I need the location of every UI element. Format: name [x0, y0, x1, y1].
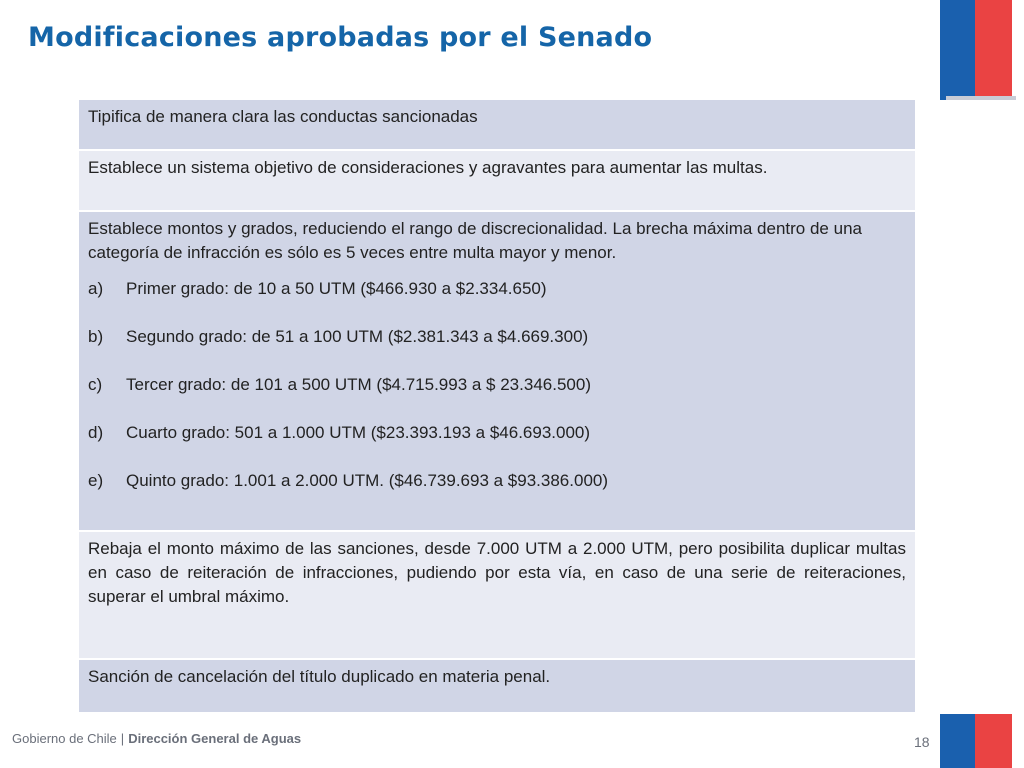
list-item-text: Primer grado: de 10 a 50 UTM ($466.930 a $2.334.650): [126, 279, 547, 298]
chile-flag-stripes-top: [940, 0, 1016, 100]
list-marker: a): [88, 279, 104, 298]
row-text: Tipifica de manera clara las conductas sancionadas: [88, 107, 478, 126]
footer: [12, 731, 301, 746]
list-item: [88, 469, 906, 493]
list-item-text: Tercer grado: de 101 a 500 UTM ($4.715.993 a $ 23.346.500): [126, 375, 591, 394]
list-item-text: Segundo grado: de 51 a 100 UTM ($2.381.343 a $4.669.300): [126, 327, 589, 346]
row-text: Rebaja el monto máximo de las sanciones, desde 7.000 UTM a 2.000 UTM, pero posibilita duplicar multas en caso de reiteración de infracciones, pudiendo por esta vía, en caso de una serie de reiteraciones, superar el umbral máximo.: [88, 539, 906, 606]
list-item-text: Cuarto grado: 501 a 1.000 UTM ($23.393.193 a $46.693.000): [126, 423, 591, 442]
table-cell: [79, 659, 915, 713]
chile-flag-stripes-bottom: [940, 714, 1016, 768]
list-item: [88, 277, 906, 301]
table-cell: [79, 150, 915, 211]
table-row: [79, 100, 915, 150]
row-text: Establece montos y grados, reduciendo el rango de discrecionalidad. La brecha máxima dentro de una categoría de infracción es sólo es 5 veces entre multa mayor y menor.: [88, 219, 862, 262]
table-row: [79, 531, 915, 659]
modifications-table: [79, 100, 915, 714]
list-item: [88, 421, 906, 445]
table-cell: [79, 100, 915, 150]
table-row: [79, 150, 915, 211]
row-text: Sanción de cancelación del título duplicado en materia penal.: [88, 667, 551, 686]
row-text: Establece un sistema objetivo de consideraciones y agravantes para aumentar las multas.: [88, 158, 768, 177]
footer-organization: Dirección General de Aguas: [128, 731, 302, 746]
table-row: [79, 211, 915, 531]
footer-separator: |: [120, 731, 125, 746]
table-cell: [79, 531, 915, 659]
list-marker: b): [88, 327, 104, 346]
list-marker: d): [88, 423, 104, 442]
footer-government: Gobierno de Chile: [12, 731, 117, 746]
list-marker: e): [88, 471, 104, 490]
list-marker: c): [88, 375, 103, 394]
page-number: 18: [914, 734, 930, 750]
table-cell: [79, 211, 915, 531]
grade-list: [88, 277, 906, 493]
list-item: [88, 373, 906, 397]
slide-title: Modificaciones aprobadas por el Senado: [28, 22, 653, 53]
table-row: [79, 659, 915, 713]
list-item: [88, 325, 906, 349]
list-item-text: Quinto grado: 1.001 a 2.000 UTM. ($46.739.693 a $93.386.000): [126, 471, 609, 490]
